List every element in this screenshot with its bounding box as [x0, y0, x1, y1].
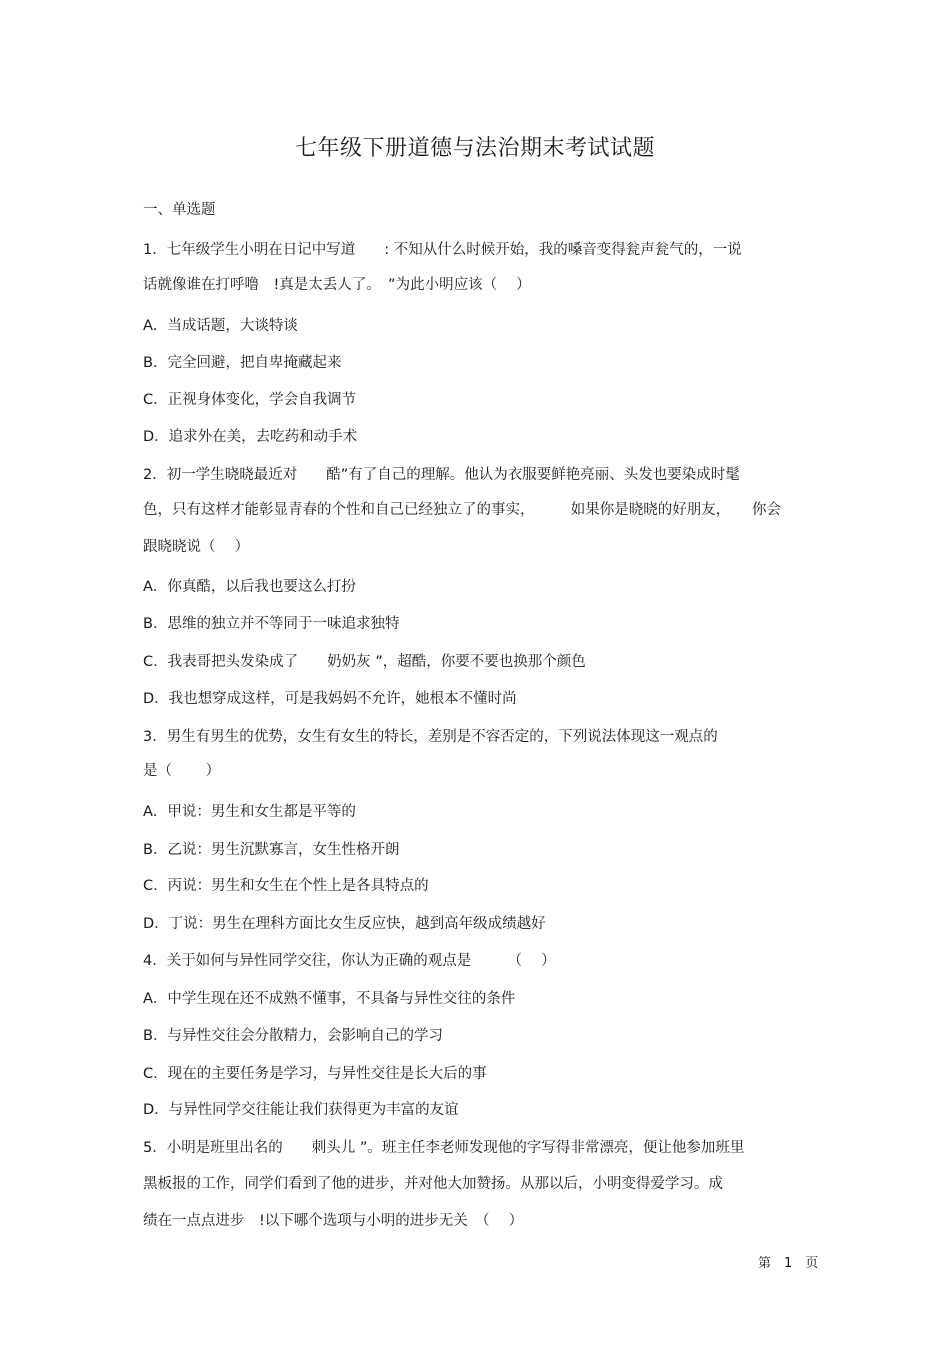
- text-line: B．与异性交往会分散精力，会影响自己的学习: [143, 1028, 443, 1044]
- text-line: 5．小明是班里出名的 刺头儿 ”。班主任李老师发现他的字写得非常漂亮，便让他参加班里: [143, 1140, 745, 1156]
- text-line: 话就像谁在打呼噜 !真是太丢人了。 ”为此小明应该（ ）: [143, 277, 531, 293]
- text-line: D．与异性同学交往能让我们获得更为丰富的友谊: [143, 1102, 459, 1118]
- text-line: A．当成话题，大谈特谈: [143, 318, 298, 334]
- text-line: 黑板报的工作，同学们看到了他的进步，并对他大加赞扬。从那以后，小明变得爱学习。成: [143, 1176, 723, 1192]
- text-line: A．中学生现在还不成熟不懂事，不具备与异性交往的条件: [143, 991, 516, 1007]
- text-line: A．甲说：男生和女生都是平等的: [143, 804, 356, 820]
- page-number: 第 1 页: [758, 1256, 819, 1271]
- text-line: C．丙说：男生和女生在个性上是各具特点的: [143, 878, 429, 894]
- text-line: C．正视身体变化，学会自我调节: [143, 392, 357, 408]
- text-line: 跟晓晓说（ ）: [143, 539, 250, 555]
- text-line: D．我也想穿成这样，可是我妈妈不允许，她根本不懂时尚: [143, 691, 517, 707]
- text-line: 2．初一学生晓晓最近对 酷”有了自己的理解。他认为衣服要鲜艳亮丽、头发也要染成时髦: [143, 467, 740, 483]
- page-title: 七年级下册道德与法治期末考试试题: [294, 136, 655, 161]
- text-line: 3．男生有男生的优势，女生有女生的特长，差别是不容否定的，下列说法体现这一观点的: [143, 729, 718, 745]
- text-line: B．完全回避，把自卑掩藏起来: [143, 355, 342, 371]
- text-line: B．乙说：男生沉默寡言，女生性格开朗: [143, 842, 400, 858]
- text-line: A．你真酷，以后我也要这么打扮: [143, 579, 356, 595]
- text-line: 是（ ）: [143, 763, 221, 779]
- text-line: 1．七年级学生小明在日记中写道 : 不知从什么时候开始，我的嗓音变得瓮声瓮气的，一说: [143, 242, 742, 258]
- text-line: D．追求外在美，去吃药和动手术: [143, 429, 358, 445]
- text-line: B．思维的独立并不等同于一味追求独特: [143, 616, 400, 632]
- text-line: C．现在的主要任务是学习，与异性交往是长大后的事: [143, 1066, 487, 1082]
- text-line: D．丁说：男生在理科方面比女生反应快，越到高年级成绩越好: [143, 916, 546, 932]
- text-line: 4．关于如何与异性同学交往，你认为正确的观点是 （ ）: [143, 953, 556, 969]
- text-line: C．我表哥把头发染成了 奶奶灰 ”，超酷，你要不要也换那个颜色: [143, 654, 586, 670]
- section-heading: 一、单选题: [143, 202, 216, 218]
- text-line: 色，只有这样才能彰显青春的个性和自己已经独立了的事实， 如果你是晓晓的好朋友， 你会: [143, 502, 781, 518]
- text-line: 绩在一点点进步 !以下哪个选项与小明的进步无关 （ ）: [143, 1213, 524, 1229]
